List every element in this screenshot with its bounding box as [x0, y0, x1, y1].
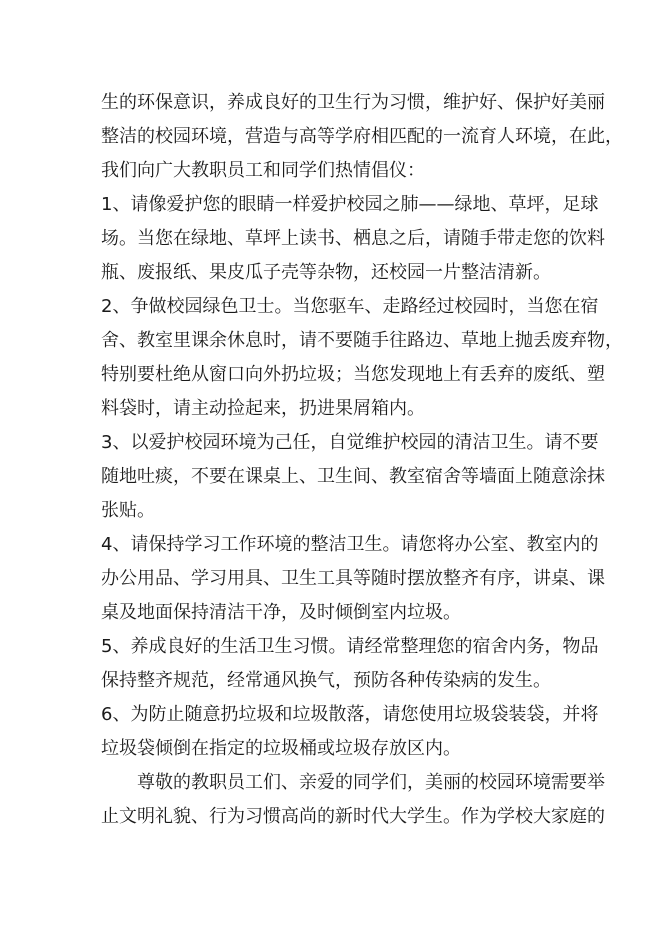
text-line: 3、以爱护校园环境为己任，自觉维护校园的清洁卫生。请不要 — [101, 432, 599, 453]
text-line: 垃圾袋倾倒在指定的垃圾桶或垃圾存放区内。 — [101, 738, 461, 759]
text-line: 4、请保持学习工作环境的整洁卫生。请您将办公室、教室内的 — [101, 534, 599, 555]
paragraph-item-3 — [101, 426, 605, 528]
text-line: 场。当您在绿地、草坪上读书、栖息之后，请随手带走您的饮料 — [101, 228, 605, 249]
text-line: 我们向广大教职员工和同学们热情倡仪： — [101, 160, 425, 181]
text-line: 生的环保意识，养成良好的卫生行为习惯，维护好、保护好美丽 — [101, 92, 605, 113]
paragraph-item-2 — [101, 290, 623, 426]
paragraph-intro — [101, 86, 623, 188]
text-line: 1、请像爱护您的眼睛一样爱护校园之肺——绿地、草坪，足球 — [101, 194, 599, 215]
text-line: 舍、教室里课余休息时，请不要随手往路边、草地上抛丢废弃物， — [101, 330, 623, 351]
text-line: 桌及地面保持清洁干净，及时倾倒室内垃圾。 — [101, 602, 461, 623]
text-line: 特别要杜绝从窗口向外扔垃圾；当您发现地上有丢弃的废纸、塑 — [101, 364, 605, 385]
text-line: 随地吐痰，不要在课桌上、卫生间、教室宿舍等墙面上随意涂抹 — [101, 466, 605, 487]
text-line: 2、争做校园绿色卫士。当您驱车、走路经过校园时，当您在宿 — [101, 296, 599, 317]
paragraph-item-4 — [101, 528, 605, 630]
text-line: 办公用品、学习用具、卫生工具等随时摆放整齐有序，讲桌、课 — [101, 568, 605, 589]
text-line: 止文明礼貌、行为习惯高尚的新时代大学生。作为学校大家庭的 — [101, 806, 605, 827]
paragraph-item-5 — [101, 630, 599, 698]
text-line: 5、养成良好的生活卫生习惯。请经常整理您的宿舍内务，物品 — [101, 636, 599, 657]
text-line: 整洁的校园环境，营造与高等学府相匹配的一流育人环境，在此， — [101, 126, 623, 147]
text-line: 6、为防止随意扔垃圾和垃圾散落，请您使用垃圾袋装袋，并将 — [101, 704, 599, 725]
text-line: 瓶、废报纸、果皮瓜子壳等杂物，还校园一片整洁清新。 — [101, 262, 551, 283]
paragraph-item-6 — [101, 698, 599, 766]
paragraph-item-1 — [101, 188, 605, 290]
text-line: 料袋时，请主动捡起来，扔进果屑箱内。 — [101, 398, 425, 419]
paragraph-closing — [101, 766, 605, 834]
text-line: 保持整齐规范，经常通风换气，预防各种传染病的发生。 — [101, 670, 551, 691]
document-page — [101, 86, 623, 834]
text-line: 尊敬的教职员工们、亲爱的同学们，美丽的校园环境需要举 — [137, 772, 605, 793]
text-line: 张贴。 — [101, 500, 155, 521]
